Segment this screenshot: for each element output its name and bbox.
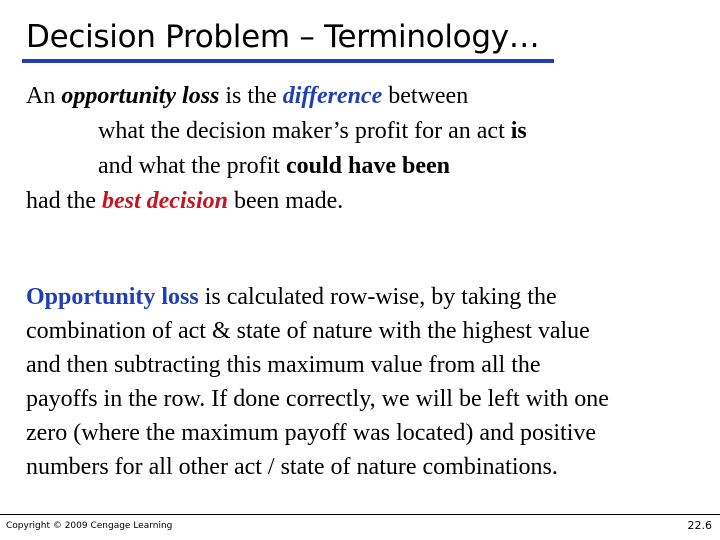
definition-line-2 xyxy=(26,114,527,149)
definition-line-1 xyxy=(26,79,527,114)
text-segment: is the xyxy=(219,83,283,109)
text-segment: had the xyxy=(26,188,102,214)
emphasis-is: is xyxy=(510,118,527,144)
title-underline xyxy=(22,59,554,63)
calculation-line-3: and then subtracting this maximum value from all the xyxy=(26,352,541,378)
page-number: 22.6 xyxy=(687,519,712,532)
calculation-line-2: combination of act & state of nature with the highest value xyxy=(26,318,590,344)
slide-title: Decision Problem – Terminology… xyxy=(26,19,540,55)
emphasis-could-have-been: could have been xyxy=(285,153,450,179)
term-difference: difference xyxy=(282,83,383,109)
calculation-line-1 xyxy=(26,280,609,314)
calculation-line-5: zero (where the maximum payoff was located) and positive xyxy=(26,420,597,446)
footer-copyright: Copyright © 2009 Cengage Learning xyxy=(6,521,173,531)
term-opportunity-loss: opportunity loss xyxy=(61,83,220,109)
definition-paragraph xyxy=(26,79,527,219)
footer-divider xyxy=(0,514,720,515)
calculation-paragraph xyxy=(26,280,609,484)
term-best-decision: best decision xyxy=(101,188,228,214)
text-segment: An xyxy=(26,83,62,109)
text-segment: been made. xyxy=(227,188,344,214)
text-segment: is calculated row-wise, by taking the xyxy=(198,284,557,310)
text-segment: between xyxy=(382,83,469,109)
definition-line-3 xyxy=(26,149,527,184)
text-segment: what the decision maker’s profit for an act xyxy=(98,118,511,144)
definition-line-4 xyxy=(26,184,527,219)
text-segment: and what the profit xyxy=(98,153,286,179)
calculation-line-6: numbers for all other act / state of nature combinations. xyxy=(26,454,558,480)
term-opportunity-loss-heading: Opportunity loss xyxy=(26,284,199,310)
calculation-line-4: payoffs in the row. If done correctly, we will be left with one xyxy=(26,386,609,412)
